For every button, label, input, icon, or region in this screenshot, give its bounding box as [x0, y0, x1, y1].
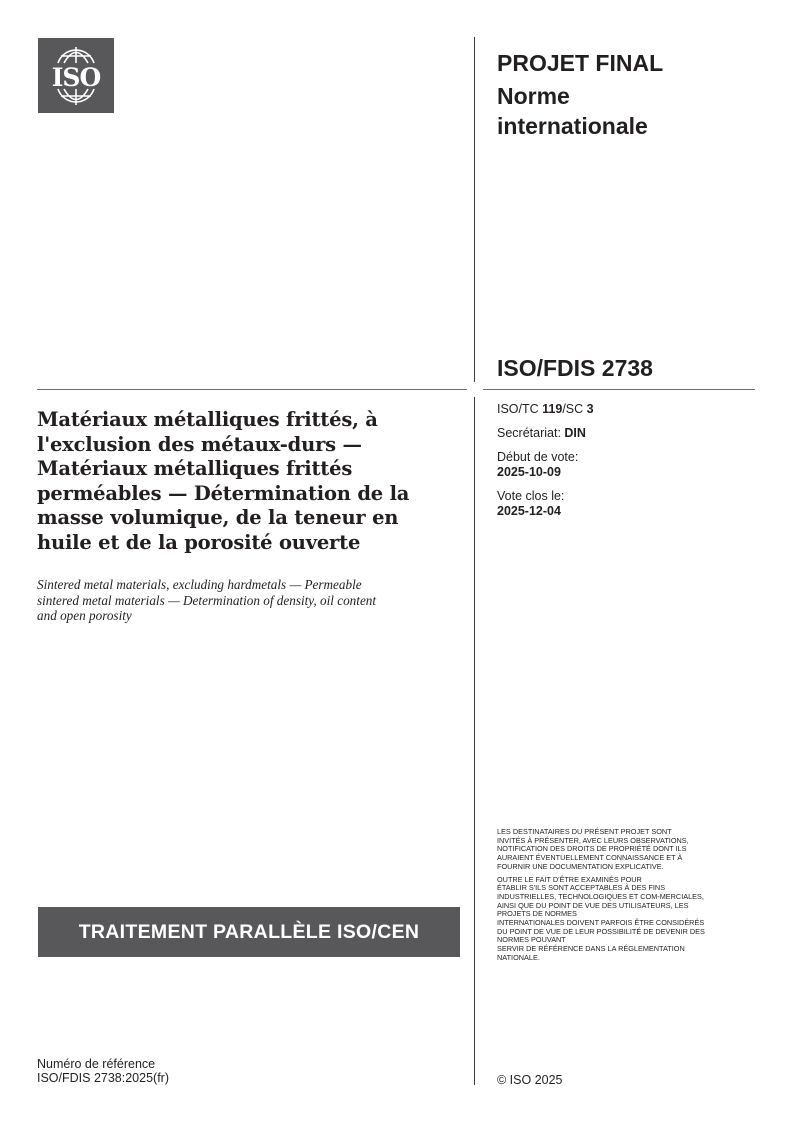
reference-label: Numéro de référence — [37, 1057, 156, 1071]
horizontal-divider-left — [37, 389, 467, 390]
status-line-1: PROJET FINAL — [497, 50, 664, 76]
committee-sc: 3 — [586, 402, 594, 416]
title-fr-line: l'exclusion des métaux-durs — — [37, 432, 362, 456]
committee-tc: 119 — [542, 402, 563, 416]
title-fr-line: Matériaux métalliques frittés, à — [37, 408, 378, 431]
document-status — [497, 48, 663, 141]
title-en-line: sintered metal materials — Determination of density, oil content — [37, 592, 377, 608]
vote-end-value: 2025-12-04 — [497, 504, 561, 518]
committee — [497, 402, 594, 417]
vote-start-value: 2025-10-09 — [497, 465, 561, 479]
reference-number — [37, 1058, 169, 1085]
notice-line: NOTIFICATION DES DROITS DE PROPRIÉTÉ DONT ILS — [497, 844, 687, 854]
notice-line: AURAIENT ÉVENTUELLEMENT CONNAISSANCE ET À — [497, 853, 683, 863]
vote-start-label: Début de vote: — [497, 450, 579, 464]
document-meta — [497, 402, 594, 528]
notice-line: NORMES POUVANT — [497, 935, 566, 945]
status-line-3: internationale — [497, 113, 648, 139]
vertical-divider-bottom — [474, 397, 475, 1085]
title-fr-line: huile et de la porosité ouverte — [37, 530, 361, 554]
iso-logo — [38, 38, 114, 113]
notice-line: FOURNIR UNE DOCUMENTATION EXPLICATIVE. — [497, 861, 664, 871]
notice-line: NATIONALE. — [497, 952, 540, 962]
parallel-processing-banner: TRAITEMENT PARALLÈLE ISO/CEN — [38, 907, 460, 957]
notice-paragraph-2 — [497, 876, 759, 963]
reference-value: ISO/FDIS 2738:2025(fr) — [37, 1070, 170, 1085]
notice-line: PROJETS DE NORMES — [497, 909, 577, 919]
title-english — [37, 577, 457, 624]
horizontal-divider-right — [483, 389, 755, 390]
notice-line: ÉTABLIR S'ILS SONT ACCEPTABLES À DES FINS — [497, 883, 666, 893]
committee-sep: /SC — [562, 402, 587, 416]
notice-paragraph-1 — [497, 828, 759, 872]
notice-line: DU POINT DE VUE DE LEUR POSSIBILITÉ DE DEVENIR DES — [497, 926, 705, 936]
secretariat-label: Secrétariat: — [497, 426, 565, 440]
notice-line: SERVIR DE RÉFÉRENCE DANS LA RÉGLEMENTATION — [497, 944, 685, 954]
title-fr-line: Matériaux métalliques frittés — [37, 457, 353, 480]
notice-line: INTERNATIONALES DOIVENT PARFOIS ÊTRE CONSIDÉRÉS — [497, 918, 705, 928]
title-fr-line: perméables — Détermination de la — [37, 481, 410, 505]
notice-line: INDUSTRIELLES, TECHNOLOGIQUES ET COM-MERCIALES, — [497, 891, 704, 901]
vertical-divider-top — [474, 37, 475, 382]
secretariat-value: DIN — [564, 426, 586, 440]
title-en-line: Sintered metal materials, excluding hardmetals — Permeable — [37, 577, 362, 592]
vote-end — [497, 489, 594, 519]
vote-start — [497, 450, 594, 480]
title-french — [37, 408, 467, 555]
vote-end-label: Vote clos le: — [497, 489, 565, 503]
logo-text: ISO — [51, 63, 101, 92]
status-line-2: Norme — [497, 83, 570, 109]
secretariat — [497, 426, 594, 441]
notice-line: AINSI QUE DU POINT DE VUE DES UTILISATEURS, LES — [497, 900, 689, 910]
recipient-notice — [497, 828, 759, 967]
title-fr-line: masse volumique, de la teneur en — [37, 506, 399, 529]
title-en-line: and open porosity — [37, 608, 132, 623]
notice-line: LES DESTINATAIRES DU PRÉSENT PROJET SONT — [497, 827, 672, 836]
notice-line: OUTRE LE FAIT D'ÊTRE EXAMINÉS POUR — [497, 874, 642, 884]
document-number: ISO/FDIS 2738 — [497, 355, 653, 381]
committee-prefix: ISO/TC — [497, 402, 543, 416]
notice-line: INVITÉS À PRÉSENTER, AVEC LEURS OBSERVATIONS, — [497, 835, 689, 845]
copyright: © ISO 2025 — [497, 1073, 563, 1087]
iso-globe-logo-icon — [38, 38, 114, 113]
